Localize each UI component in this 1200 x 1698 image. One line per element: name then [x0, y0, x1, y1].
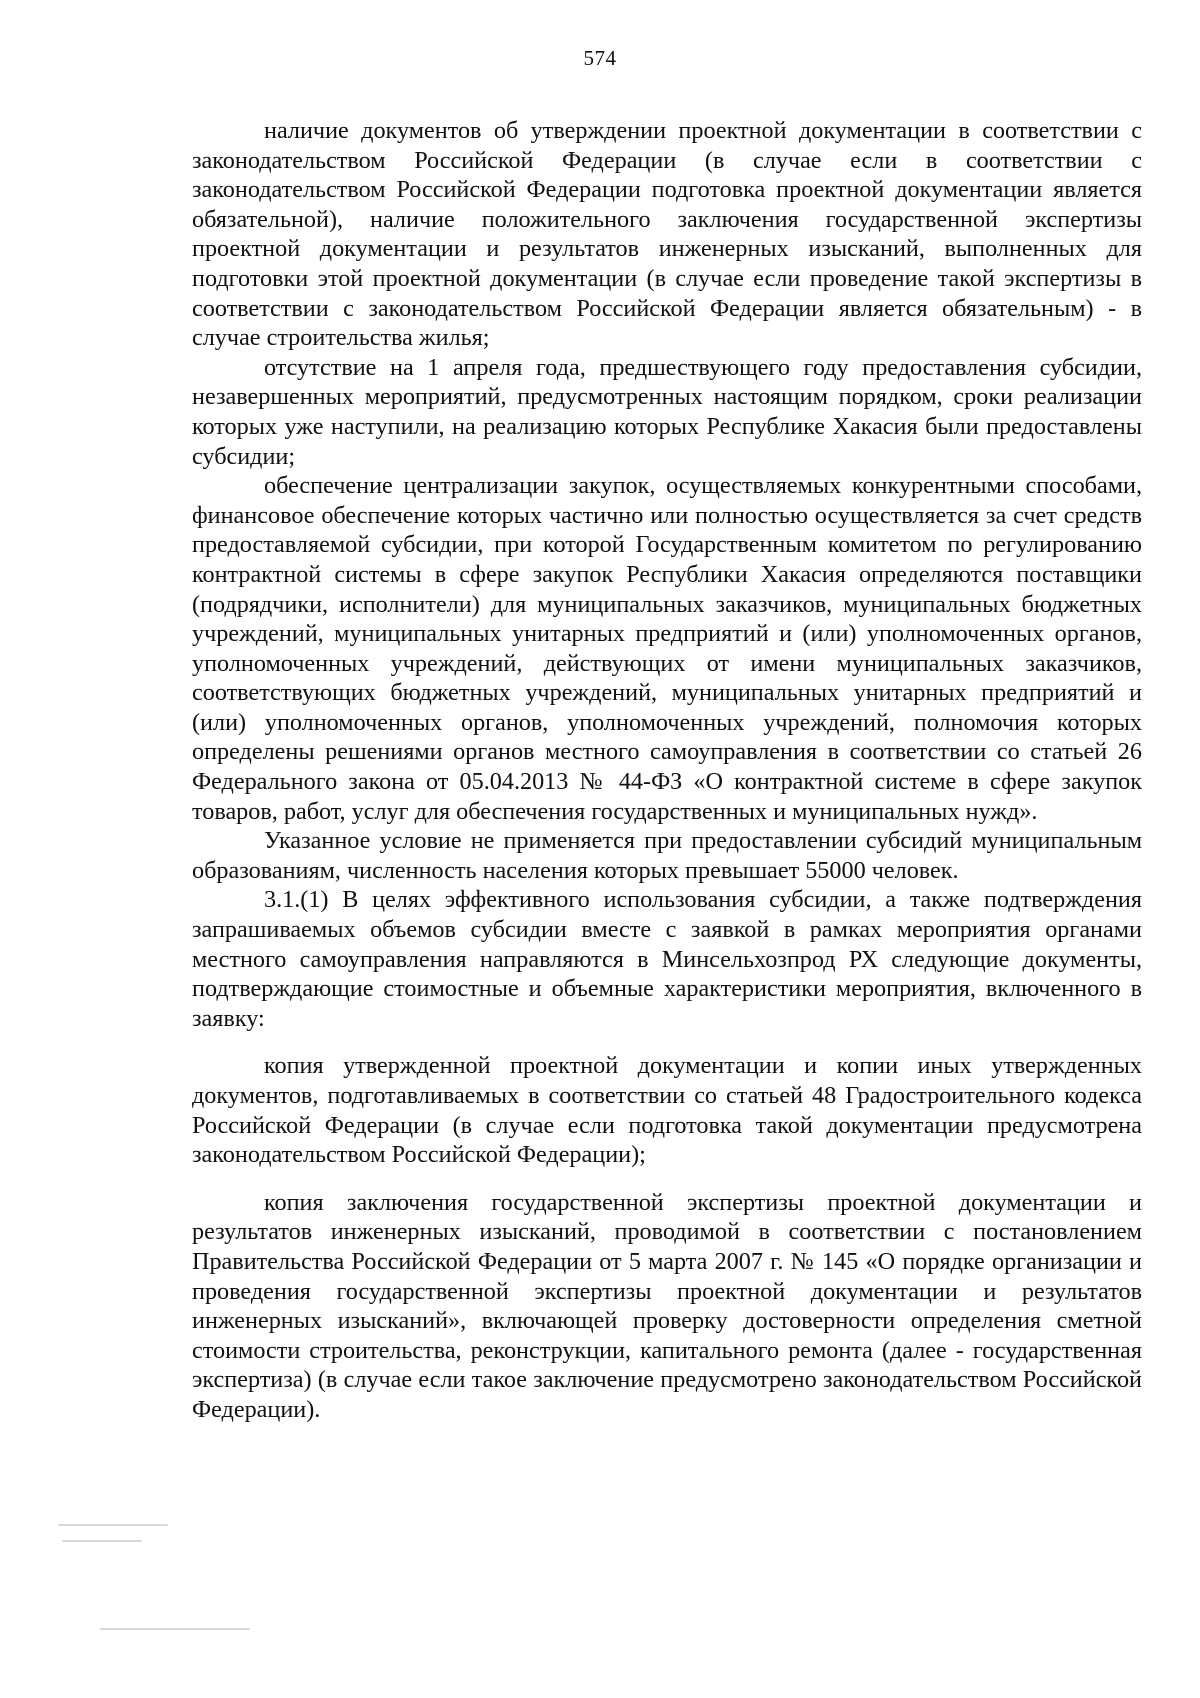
- scan-artifact: [62, 1540, 142, 1542]
- document-body: [192, 116, 1142, 1425]
- paragraph-section-3-1-1: 3.1.(1) В целях эффективного использования субсидии, а также подтверждения запрашиваемых объемов субсидии вместе с заявкой в рамках мероприятия органами местного самоуправления направляются в Минсельхозпрод РХ следующие документы, подтверждающие стоимостные и объемные характеристики мероприятия, включенного в заявку:: [192, 886, 1142, 1032]
- paragraph-centralized-procurement: обеспечение централизации закупок, осуществляемых конкурентными способами, финансовое обеспечение которых частично или полностью осуществляется за счет средств предоставляемой субсидии, при которой Государственным комитетом по регулированию контрактной системы в сфере закупок Республики Хакасия определяются поставщики (подрядчики, исполнители) для муниципальных заказчиков, муниципальных бюджетных учреждений, муниципальных унитарных предприятий и (или) уполномоченных органов, уполномоченных учреждений, действующих от имени муниципальных заказчиков, соответствующих бюджетных учреждений, муниципальных унитарных предприятий и (или) уполномоченных органов, уполномоченных учреждений, полномочия которых определены решениями органов местного самоуправления в соответствии со статьей 26 Федерального закона от 05.04.2013 № 44-ФЗ «О контрактной системе в сфере закупок товаров, работ, услуг для обеспечения государственных и муниципальных нужд».: [192, 472, 1142, 825]
- paragraph-project-documentation: наличие документов об утверждении проектной документации в соответствии с законодательством Российской Федерации (в случае если в соответствии с законодательством Российской Федерации подготовка проектной документации является обязательной), наличие положительного заключения государственной экспертизы проектной документации и результатов инженерных изысканий, выполненных для подготовки этой проектной документации (в случае если проведение такой экспертизы в соответствии с законодательством Российской Федерации является обязательным) - в случае строительства жилья;: [192, 117, 1142, 352]
- paragraph-expertise-copy: копия заключения государственной экспертизы проектной документации и результатов инженерных изысканий, проводимой в соответствии с постановлением Правительства Российской Федерации от 5 марта 2007 г. № 145 «О порядке организации и проведения государственной экспертизы проектной документации и результатов инженерных изысканий», включающей проверку достоверности определения сметной стоимости строительства, реконструкции, капитального ремонта (далее - государственная экспертиза) (в случае если такое заключение предусмотрено законодательством Российской Федерации).: [192, 1188, 1142, 1423]
- paragraph-population-condition: Указанное условие не применяется при предоставлении субсидий муниципальным образованиям, численность населения которых превышает 55000 человек.: [192, 827, 1142, 884]
- scan-artifact: [58, 1524, 168, 1526]
- paragraph-project-copy: копия утвержденной проектной документации и копии иных утвержденных документов, подготавливаемых в соответствии со статьей 48 Градостроительного кодекса Российской Федерации (в случае если подготовка такой документации предусмотрена законодательством Российской Федерации);: [192, 1052, 1142, 1169]
- scan-artifact: [100, 1628, 250, 1630]
- page-number: 574: [583, 46, 617, 70]
- paragraph-no-unfinished-activities: отсутствие на 1 апреля года, предшествующего году предоставления субсидии, незавершенных мероприятий, предусмотренных настоящим порядком, сроки реализации которых уже наступили, на реализацию которых Республике Хакасия были предоставлены субсидии;: [192, 353, 1142, 470]
